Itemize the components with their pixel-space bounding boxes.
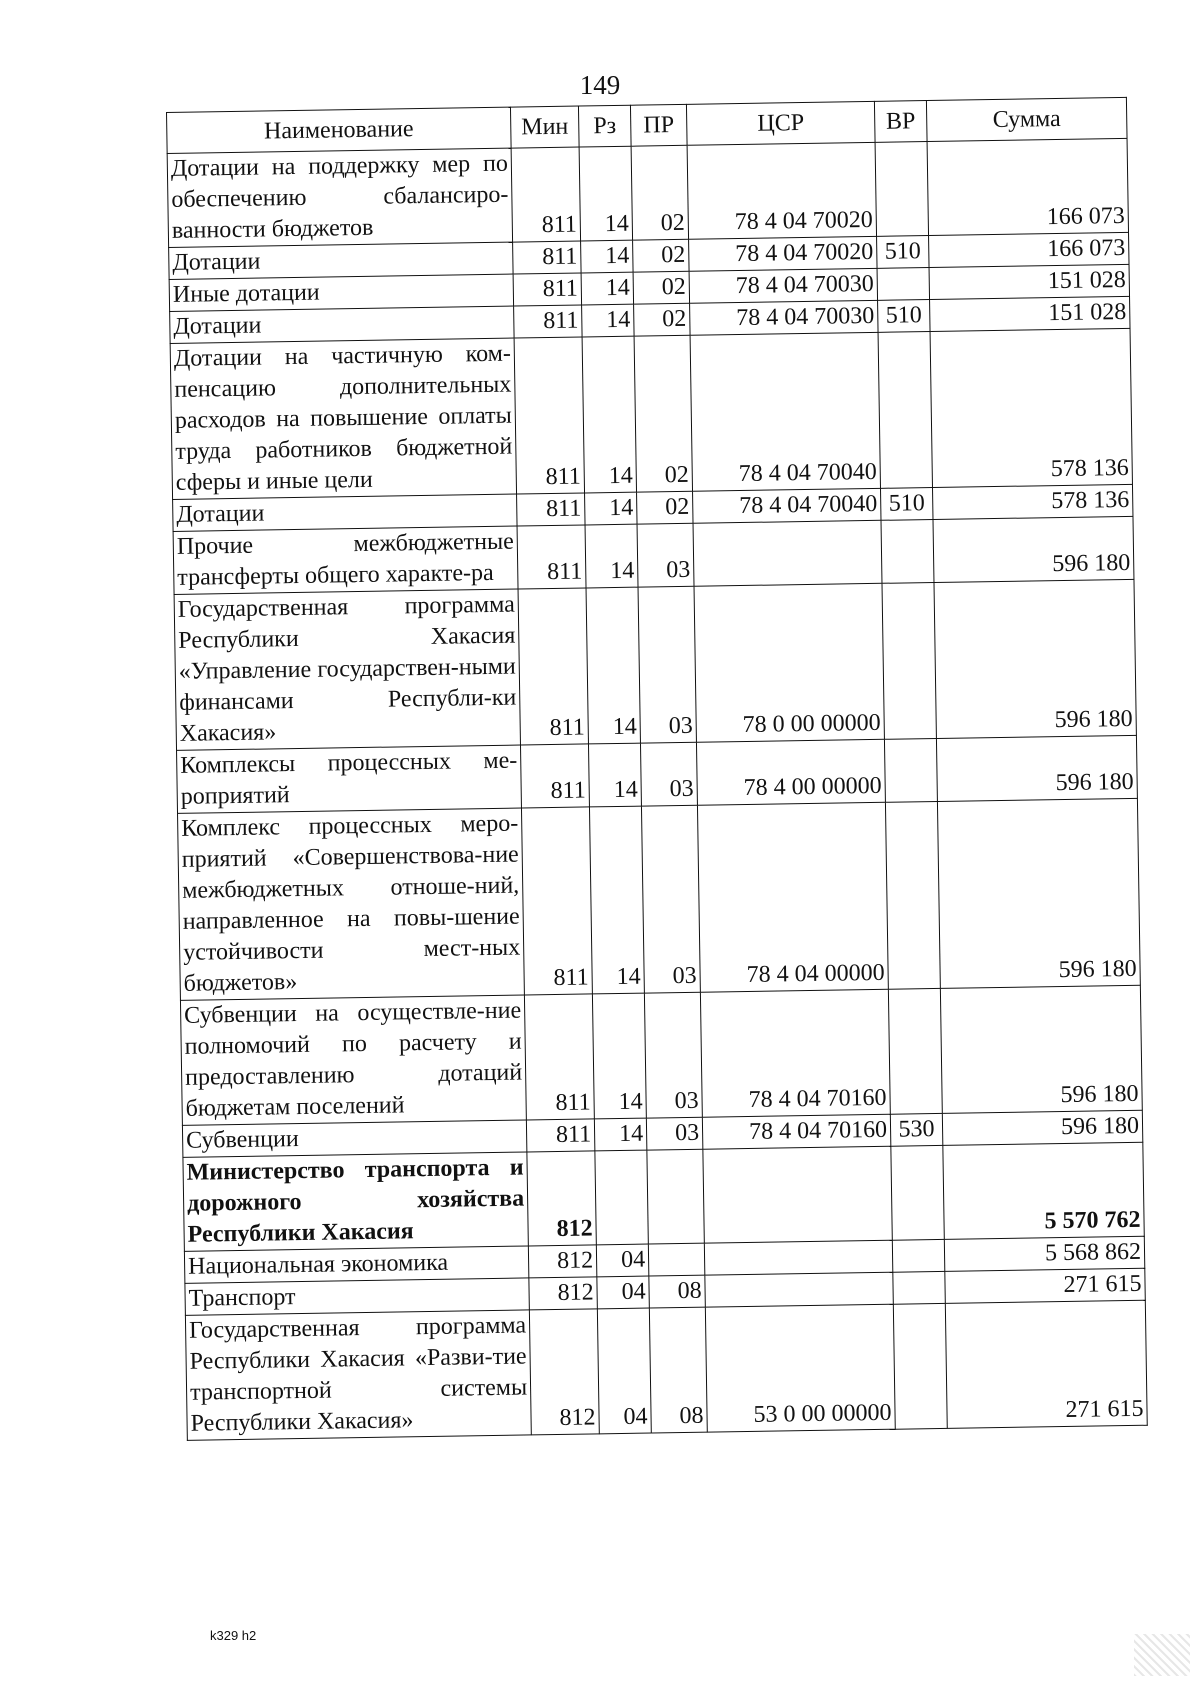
cell-min: 812 [527, 1151, 596, 1246]
cell-min: 811 [514, 337, 584, 494]
table-row [170, 328, 1132, 499]
cell-name: Дотации [169, 242, 513, 279]
table-row [178, 798, 1141, 1000]
page-number: 149 [579, 70, 621, 100]
cell-vr [893, 1271, 945, 1304]
cell-pr: 03 [638, 586, 696, 743]
cell-vr: 530 [890, 1113, 942, 1146]
table-row [185, 1300, 1147, 1440]
cell-sum: 596 180 [934, 579, 1136, 738]
cell-vr [891, 1145, 944, 1240]
cell-min: 811 [524, 994, 594, 1120]
scan-speckle-decoration [1134, 1634, 1190, 1676]
cell-name: Прочие межбюджетные трансферты общего характе-ра [173, 526, 518, 594]
cell-vr [877, 268, 929, 301]
cell-rz: 14 [586, 587, 640, 744]
cell-pr: 08 [649, 1307, 707, 1433]
cell-csr: 78 4 04 70160 [700, 989, 890, 1117]
cell-name: Министерство транспорта и дорожного хозяйства Республики Хакасия [183, 1152, 528, 1251]
cell-pr: 03 [646, 1117, 702, 1150]
cell-name: Государственная программа Республики Хакасия «Разви-тие транспортной системы Республики Хакасия» [185, 1310, 531, 1440]
cell-min: 811 [518, 588, 588, 745]
cell-sum: 166 073 [927, 138, 1128, 235]
cell-csr: 78 4 04 70040 [693, 488, 881, 523]
cell-name: Дотации [170, 306, 514, 343]
table-row [174, 579, 1136, 750]
cell-name: Дотации на частичную ком-пенсацию дополнительных расходов на повышение оплаты труда работников бюджетной сферы и иные цели [170, 338, 516, 499]
cell-min: 812 [529, 1309, 599, 1435]
cell-min: 811 [513, 241, 581, 274]
cell-name: Дотации [173, 494, 517, 531]
cell-name: Комплекс процессных меро-приятий «Совершенствова-ние межбюджетных отноше-ний, направленное на повы-шение устойчивости мест-ных бюджетов» [178, 808, 525, 1000]
cell-min: 811 [517, 493, 585, 526]
cell-sum: 578 136 [932, 484, 1132, 519]
cell-csr [705, 1272, 893, 1307]
cell-sum: 578 136 [930, 328, 1132, 487]
cell-vr [892, 1239, 944, 1272]
cell-sum: 151 028 [929, 264, 1129, 299]
cell-min: 812 [529, 1277, 597, 1310]
cell-name: Субвенции [182, 1120, 526, 1157]
cell-vr [884, 738, 937, 802]
cell-vr [885, 801, 940, 989]
cell-vr [893, 1303, 947, 1429]
cell-csr: 78 4 00 00000 [696, 739, 885, 805]
cell-sum: 596 180 [936, 735, 1137, 801]
cell-vr: 510 [877, 236, 929, 269]
cell-pr: 02 [633, 271, 689, 304]
table-row [180, 985, 1142, 1125]
cell-vr [878, 332, 932, 489]
cell-pr [647, 1149, 704, 1244]
cell-pr: 03 [644, 992, 702, 1118]
table-row [167, 138, 1128, 247]
cell-min: 811 [521, 807, 592, 995]
cell-csr: 78 0 00 00000 [694, 583, 884, 742]
cell-pr: 03 [640, 742, 697, 806]
cell-rz: 14 [582, 304, 634, 337]
cell-csr [704, 1240, 892, 1275]
cell-csr [703, 1146, 892, 1243]
cell-vr [882, 582, 936, 739]
cell-csr: 78 4 04 70020 [689, 236, 877, 271]
cell-name: Иные дотации [169, 274, 513, 311]
cell-csr: 78 4 04 70020 [687, 142, 876, 239]
cell-pr: 02 [631, 145, 688, 240]
cell-vr [881, 520, 934, 584]
header-rz: Рз [578, 105, 631, 147]
cell-rz: 04 [597, 1308, 651, 1434]
cell-pr: 02 [637, 491, 693, 524]
cell-pr: 02 [634, 335, 692, 492]
budget-table-sheet [166, 97, 1147, 1441]
cell-rz: 14 [581, 240, 633, 273]
cell-rz: 04 [597, 1276, 649, 1309]
footer-code: k329 h2 [210, 1628, 257, 1643]
cell-rz: 14 [594, 1118, 646, 1151]
header-min: Мин [510, 106, 579, 148]
cell-csr: 78 4 04 70030 [689, 268, 877, 303]
cell-sum: 596 180 [942, 1110, 1142, 1145]
cell-min: 811 [526, 1119, 594, 1152]
budget-table [166, 97, 1148, 1441]
cell-sum: 271 615 [945, 1268, 1145, 1303]
table-body [167, 138, 1147, 1440]
cell-rz: 14 [589, 806, 644, 994]
cell-rz: 14 [585, 492, 637, 525]
cell-min: 811 [514, 305, 582, 338]
cell-csr: 78 4 04 00000 [697, 802, 888, 992]
cell-sum: 596 180 [940, 985, 1142, 1113]
cell-min: 811 [517, 525, 586, 589]
cell-name: Дотации на поддержку мер по обеспечению сбалансиро-ванности бюджетов [167, 148, 512, 247]
cell-sum: 5 570 762 [943, 1142, 1144, 1239]
cell-csr: 53 0 00 00000 [705, 1304, 895, 1432]
cell-pr: 02 [634, 303, 690, 336]
cell-rz: 14 [582, 336, 636, 493]
cell-csr: 78 4 04 70040 [690, 332, 880, 491]
cell-name: Субвенции на осуществле-ние полномочий по расчету и предоставлению дотаций бюджетам поселений [180, 995, 526, 1125]
cell-vr: 510 [878, 300, 930, 333]
cell-name: Транспорт [185, 1278, 529, 1315]
cell-pr: 08 [649, 1275, 705, 1308]
cell-sum: 166 073 [929, 232, 1129, 267]
cell-name: Национальная экономика [184, 1246, 528, 1283]
cell-min: 812 [528, 1245, 596, 1278]
header-sum: Сумма [926, 97, 1127, 141]
header-vr: ВР [874, 101, 927, 143]
cell-sum: 5 568 862 [944, 1236, 1144, 1271]
cell-min: 811 [520, 744, 589, 808]
cell-sum: 596 180 [933, 516, 1134, 582]
cell-sum: 271 615 [945, 1300, 1147, 1428]
header-name: Наименование [167, 107, 512, 153]
cell-sum: 596 180 [937, 798, 1140, 988]
cell-pr: 03 [637, 523, 694, 587]
cell-rz: 14 [592, 993, 646, 1119]
cell-min: 811 [511, 147, 580, 242]
cell-rz: 14 [588, 743, 641, 807]
cell-csr: 78 4 04 70030 [690, 300, 878, 335]
header-pr: ПР [630, 104, 687, 146]
cell-min: 811 [513, 273, 581, 306]
cell-name: Государственная программа Республики Хакасия «Управление государствен-ными финансами Республи-ки Хакасия» [174, 589, 520, 750]
cell-vr [888, 988, 942, 1114]
header-csr: ЦСР [686, 101, 875, 145]
cell-rz: 04 [596, 1244, 648, 1277]
cell-pr: 02 [633, 239, 689, 272]
cell-rz: 14 [585, 524, 638, 588]
cell-pr: 03 [641, 805, 700, 993]
cell-vr: 510 [880, 488, 932, 521]
cell-vr [875, 142, 928, 237]
cell-csr: 78 4 04 70160 [702, 1114, 890, 1149]
cell-csr [693, 520, 882, 586]
cell-pr [648, 1243, 704, 1276]
cell-rz [595, 1150, 648, 1245]
cell-rz: 14 [581, 272, 633, 305]
cell-rz: 14 [579, 146, 632, 241]
cell-sum: 151 028 [930, 296, 1130, 331]
table-row [183, 1142, 1144, 1251]
cell-name: Комплексы процессных ме-роприятий [177, 745, 522, 813]
